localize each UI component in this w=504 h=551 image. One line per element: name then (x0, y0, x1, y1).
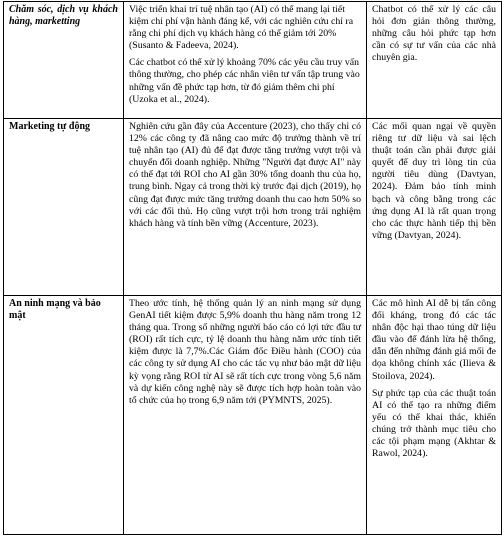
topic-label: Marketing tự động (9, 121, 91, 132)
table-row (4, 296, 502, 535)
findings-paragraph: Việc triển khai trí tuệ nhân tạo (AI) có thể mang lại tiết kiệm chi phí vận hành đáng kể, với các nghiên cứu chỉ ra rằng chi phí dịch vụ khách hàng có thể giảm tới 20% (Susanto & Fadeeva, 2024). (129, 4, 354, 52)
table-row (4, 2, 502, 119)
content-table (3, 1, 502, 535)
findings-cell (124, 296, 367, 535)
topic-label: Chăm sóc, dịch vụ khách hàng, marketting (9, 4, 118, 28)
concerns-cell (367, 119, 502, 296)
concerns-cell (367, 2, 502, 119)
table-row (4, 119, 502, 296)
topic-cell (4, 2, 124, 119)
topic-label: An ninh mạng và bảo mật (9, 298, 101, 322)
concerns-paragraph: Chatbot có thể xử lý các câu hỏi đơn giản thông thường, những câu hỏi phức tạp hơn cần có sự tư vấn của các nhà chuyên gia. (372, 4, 496, 64)
findings-cell (124, 2, 367, 119)
topic-cell (4, 296, 124, 535)
findings-cell (124, 119, 367, 296)
findings-paragraph: Nghiên cứu gần đây của Accenture (2023), cho thấy chỉ có 12% các công ty đã nâng cao mức độ trưởng thành về trí tuệ nhân tạo (AI) đủ để đạt được tăng trưởng vượt trội và chuyển đổi doanh nghiệp. Những "Người đạt được AI" này có thể đạt tới ROI cho AI gần 30% tổng doanh thu của họ, trung bình. Ngay cả trong thời kỳ trước đại dịch (2019), họ cũng đạt được mức tăng trưởng doanh thu cao hơn 50% so với các đối thủ. Họ cũng vượt trội hơn trong trải nghiệm khách hàng và tính bền vững (Accenture, 2023). (129, 121, 361, 229)
concerns-cell (367, 296, 502, 535)
concerns-paragraph: Các mối quan ngại về quyền riêng tư dữ liệu và sai lệch thuật toán cần phải được giải quyết để duy trì lòng tin của người tiêu dùng (Davtyan, 2024). Đảm bảo tính minh bạch và công bằng trong các ứng dụng AI là rất quan trọng cho các thực hành tiếp thị bền vững (Davtyan, 2024). (372, 121, 496, 241)
findings-paragraph: Các chatbot có thể xử lý khoảng 70% các yêu cầu truy vấn thông thường, cho phép các nhân viên tư vấn tập trung vào những vấn đề phức tạp hơn, từ đó giảm thêm chi phí (Uzoka et al., 2024). (129, 57, 360, 105)
findings-paragraph: Theo ước tính, hệ thống quản lý an ninh mạng sử dụng GenAI tiết kiệm được 5,9% doanh thu hàng năm trong 12 tháng qua. Trong số những người báo cáo có lợi tức đầu tư (ROI) rất tích cực, tỷ lệ doanh thu hàng năm ước tính tiết kiệm được là 7,7%.Các Giám đốc Điều hành (COO) của các công ty sử dụng AI cho các tác vụ như bảo mật dữ liệu kỳ vọng rằng ROI từ AI sẽ rất tích cực trong vòng 5,6 năm và dự kiến công nghệ này sẽ được tích hợp hoàn toàn vào tổ chức của họ trong 6,9 năm tới (PYMNTS, 2025). (129, 298, 361, 406)
concerns-paragraph: Sự phức tạp của các thuật toán AI có thể tạo ra những điểm yếu có thể khai thác, khiến chúng trở thành mục tiêu cho các tội phạm mạng (Akhtar & Rawol, 2024). (372, 387, 496, 460)
concerns-paragraph: Các mô hình AI dễ bị tấn công đối kháng, trong đó các tác nhân độc hại thao túng dữ liệu đầu vào để đánh lừa hệ thống, dẫn đến những đánh giá mối đe dọa không chính xác (Ilieva & Stoilova, 2024). (372, 298, 496, 382)
topic-cell (4, 119, 124, 296)
